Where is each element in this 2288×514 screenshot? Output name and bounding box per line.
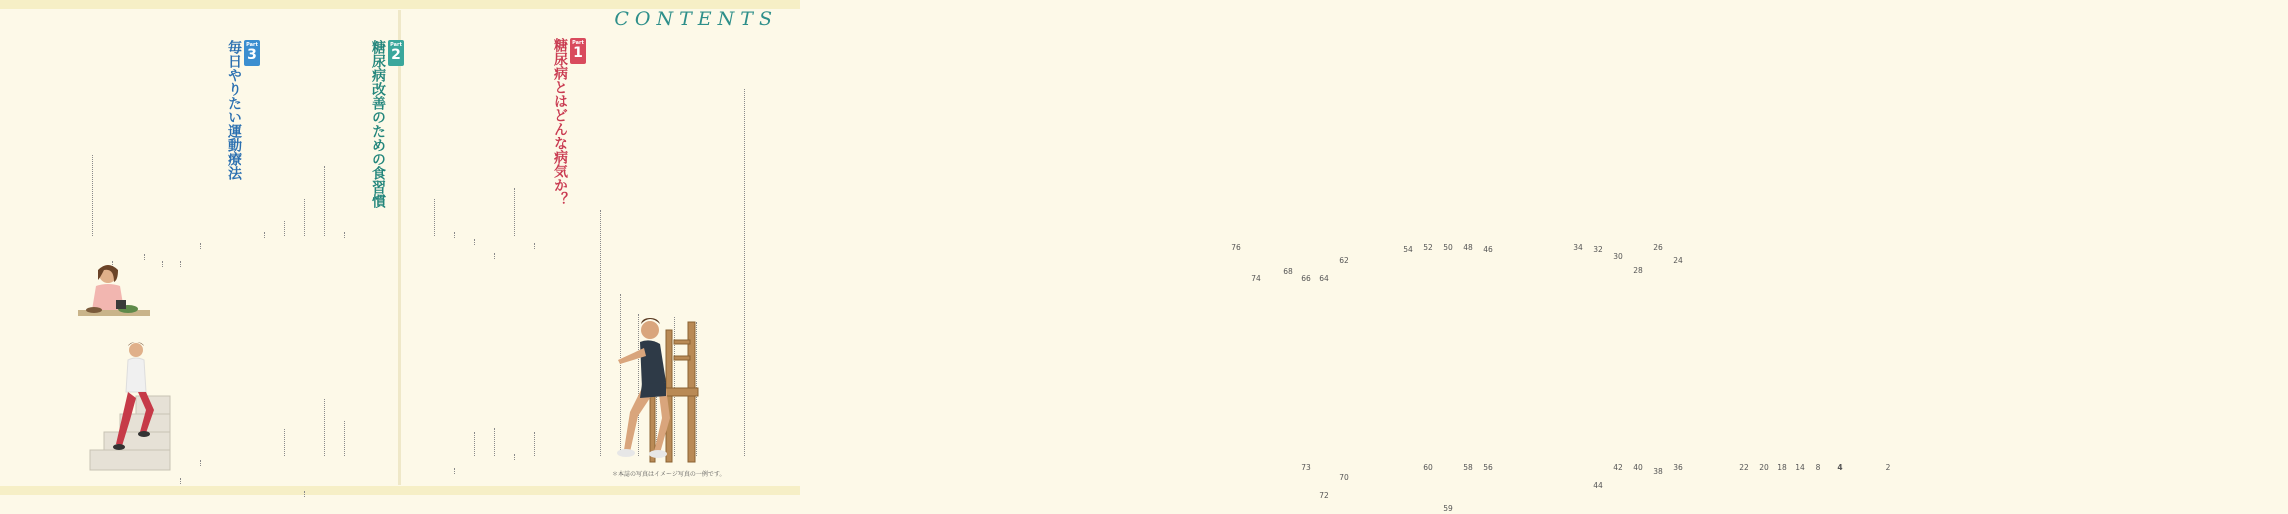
toc-p2-item[interactable]: 59: [304, 262, 2288, 472]
toc-p3-item[interactable]: 66: [162, 40, 2288, 252]
contents-heading: CONTENTS: [614, 8, 778, 30]
toc-p2-item[interactable]: 56: [344, 262, 2288, 472]
toc-feature[interactable]: 4: [696, 40, 2288, 472]
toc-p2-item[interactable]: 46: [344, 40, 2288, 252]
toc-case-4[interactable]: 20: [620, 40, 2288, 472]
toc-p3-item[interactable]: 70: [200, 262, 2288, 472]
photo-note: ＊本誌の写真はイメージ写真の一例です。: [612, 471, 726, 478]
toc-column-3[interactable]: 60: [284, 262, 2288, 472]
part-1-heading[interactable]: Part 1 糖尿病とはどんな病気か？: [550, 38, 586, 206]
toc-p3-item[interactable]: 72: [180, 262, 2288, 472]
part-2-heading[interactable]: Part 2 糖尿病改善のための食習慣: [368, 40, 404, 208]
toc-p1-item[interactable]: 30: [474, 40, 2288, 252]
toc-p3-item[interactable]: 68: [144, 40, 2288, 252]
eating-photo: [74, 258, 154, 328]
toc-p2-item[interactable]: 54: [264, 40, 2288, 252]
toc-intro[interactable]: 2: [744, 40, 2288, 472]
toc-p1-item[interactable]: 26: [514, 40, 2288, 252]
toc-p1-item[interactable]: 42: [474, 262, 2288, 472]
toc-case-2[interactable]: 14: [656, 40, 2288, 472]
stairs-photo: [90, 340, 170, 470]
toc-p1-item[interactable]: 28: [494, 40, 2288, 252]
toc-p2-item[interactable]: 50: [304, 40, 2288, 252]
toc-p3-item[interactable]: 73: [162, 262, 2288, 472]
toc-p1-item[interactable]: 40: [494, 262, 2288, 472]
toc-p1-item[interactable]: 24: [534, 40, 2288, 252]
toc-p2-item[interactable]: 58: [324, 262, 2288, 472]
part-1-badge: Part 1: [570, 38, 586, 64]
toc-p1-item[interactable]: 38: [514, 262, 2288, 472]
toc-case-3[interactable]: 18: [638, 40, 2288, 472]
toc-p1-item[interactable]: 36: [534, 262, 2288, 472]
part-2-badge: Part 2: [388, 40, 404, 66]
toc-p2-item[interactable]: 48: [324, 40, 2288, 252]
toc-p2-item[interactable]: 52: [284, 40, 2288, 252]
toc-case-1[interactable]: 8: [674, 40, 2288, 472]
toc-column-2[interactable]: 44: [454, 262, 2288, 472]
toc-p3-item[interactable]: 74: [112, 40, 2288, 252]
toc-p3-item[interactable]: 76: [92, 40, 2288, 252]
part-3-badge: Part 3: [244, 40, 260, 66]
toc-p1-item[interactable]: 32: [454, 40, 2288, 252]
toc-column-1[interactable]: 22: [600, 40, 2288, 472]
toc-p3-item[interactable]: 62: [200, 40, 2288, 252]
toc-p1-item[interactable]: 34: [434, 40, 2288, 252]
part-3-heading[interactable]: Part 3 毎日やりたい運動療法: [224, 40, 260, 180]
toc-p3-item[interactable]: 64: [180, 40, 2288, 252]
